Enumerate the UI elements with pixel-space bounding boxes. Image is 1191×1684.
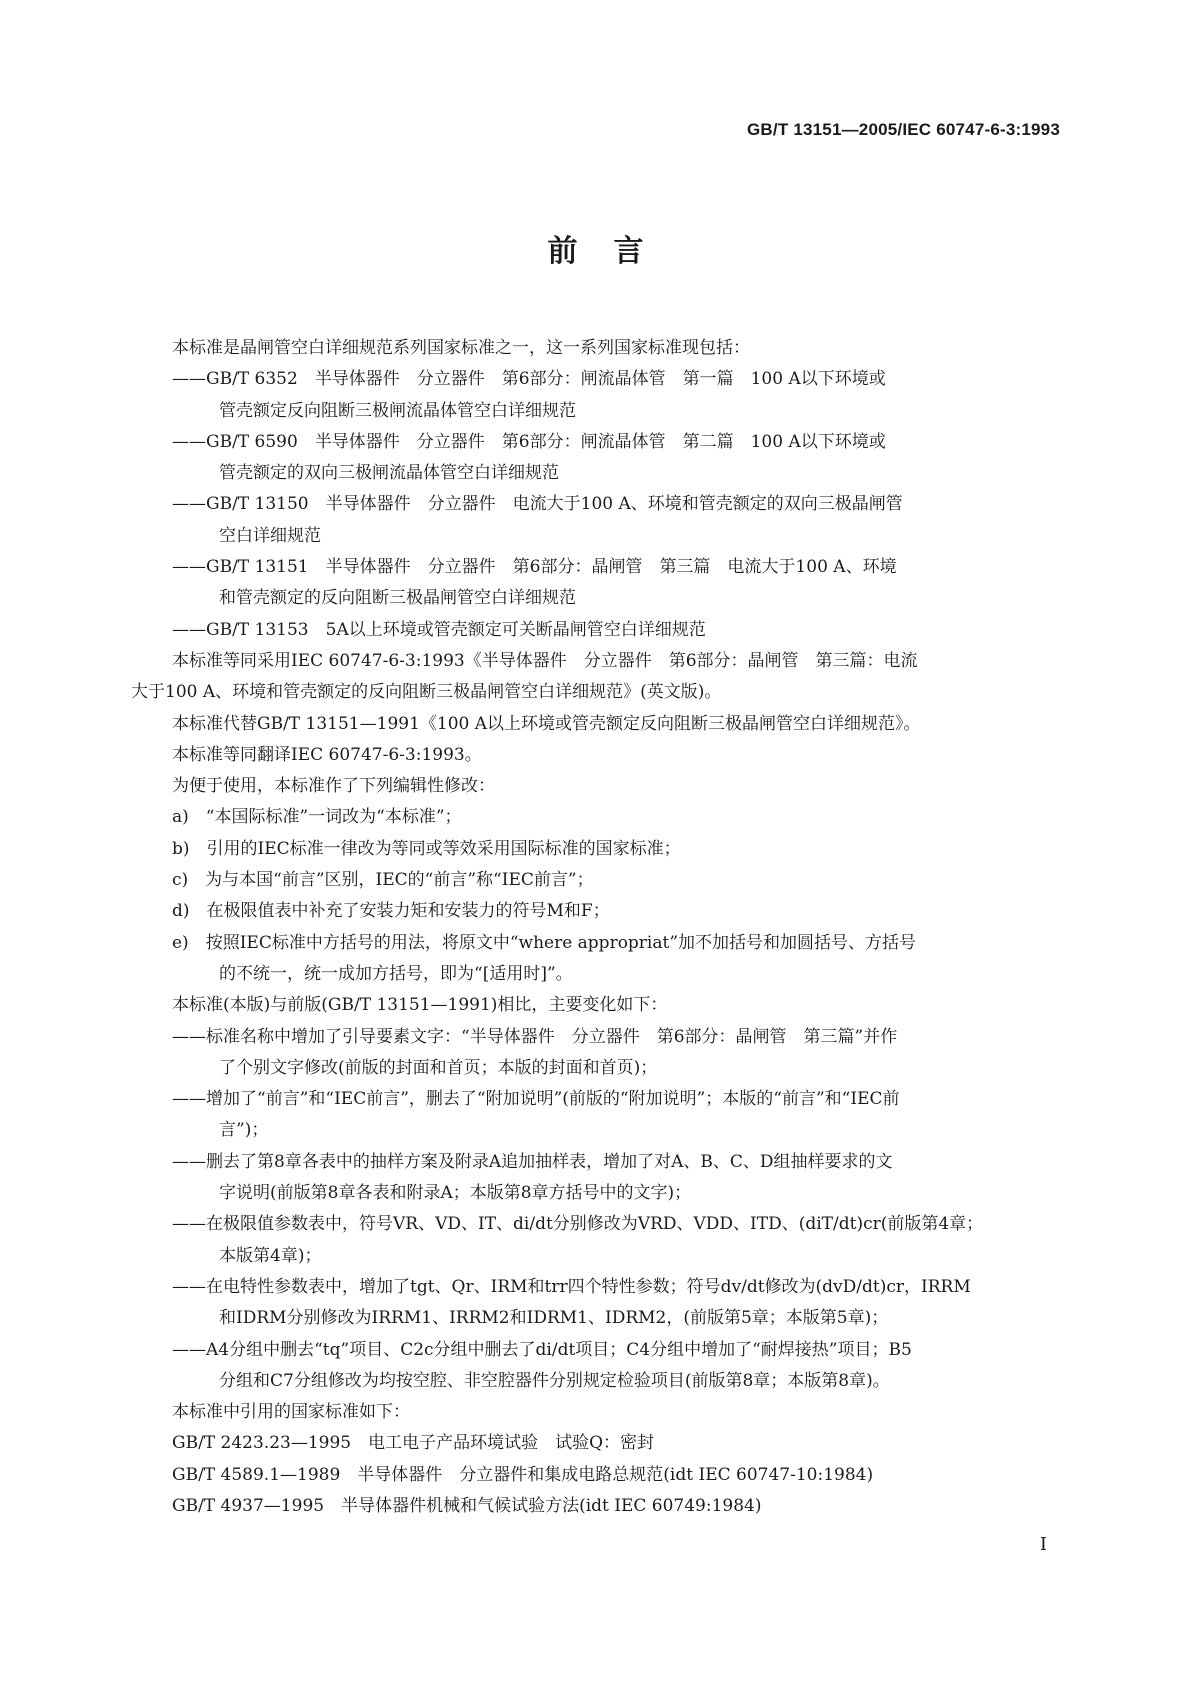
text-line: 管壳额定反向阻断三极闸流晶体管空白详细规范 [219, 400, 576, 421]
text-line: 本标准等同采用IEC 60747-6-3:1993《半导体器件 分立器件 第6部分：晶闸管 第三篇：电流 [172, 650, 918, 671]
text-line: 字说明(前版第8章各表和附录A；本版第8章方括号中的文字)； [219, 1183, 692, 1204]
text-line: 言”)； [219, 1120, 269, 1141]
foreword-body [131, 333, 1060, 1522]
text-line: 和管壳额定的反向阻断三极晶闸管空白详细规范 [219, 588, 576, 609]
list-item-b: b) 引用的IEC标准一律改为等同或等效采用国际标准的国家标准； [172, 838, 681, 859]
reference-standard: GB/T 2423.23—1995 电工电子产品环境试验 试验Q：密封 [172, 1433, 655, 1454]
text-line: ——在电特性参数表中，增加了tgt、Qr、IRM和trr四个特性参数；符号dv/dt修改为(dvD/dt)cr，IRRM [172, 1276, 971, 1297]
text-line: ——标准名称中增加了引导要素文字：“半导体器件 分立器件 第6部分：晶闸管 第三篇”并作 [172, 1026, 898, 1047]
text-line: 本标准是晶闸管空白详细规范系列国家标准之一，这一系列国家标准现包括： [172, 338, 750, 358]
text-line: 大于100 A、环境和管壳额定的反向阻断三极晶闸管空白详细规范》(英文版)。 [131, 682, 722, 703]
list-item-e: e) 按照IEC标准中方括号的用法，将原文中“where appropriat”加不加括号和加圆括号、方括号 [172, 932, 917, 953]
text-line: ——在极限值参数表中，符号VR、VD、IT、di/dt分别修改为VRD、VDD、ITD、(diT/dt)cr(前版第4章； [172, 1214, 984, 1235]
text-line: 为便于使用，本标准作了下列编辑性修改： [172, 776, 495, 797]
standard-number-header: GB/T 13151—2005/IEC 60747-6-3:1993 [747, 120, 1060, 139]
text-line: ——GB/T 6590 半导体器件 分立器件 第6部分：闸流晶体管 第二篇 100 A以下环境或 [172, 431, 886, 452]
text-line: 本版第4章)； [219, 1245, 322, 1266]
text-line: 本标准中引用的国家标准如下： [172, 1402, 410, 1423]
list-item-c: c) 为与本国“前言”区别，IEC的“前言”称“IEC前言”； [172, 870, 594, 891]
text-line: ——A4分组中删去“tq”项目、C2c分组中删去了di/dt项目；C4分组中增加了“耐焊接热”项目；B5 [172, 1339, 912, 1360]
text-line: 本标准(本版)与前版(GB/T 13151—1991)相比，主要变化如下： [172, 995, 668, 1016]
text-line: 本标准等同翻译IEC 60747-6-3:1993。 [172, 744, 482, 765]
text-line: 管壳额定的双向三极闸流晶体管空白详细规范 [219, 463, 559, 484]
list-item-a: a) “本国际标准”一词改为“本标准”； [172, 807, 462, 828]
list-item-d: d) 在极限值表中补充了安装力矩和安装力的符号M和F； [172, 901, 610, 922]
text-line: 分组和C7分组修改为均按空腔、非空腔器件分别规定检验项目(前版第8章；本版第8章)。 [219, 1370, 890, 1391]
text-line: ——增加了“前言”和“IEC前言”，删去了“附加说明”(前版的“附加说明”；本版的“前言”和“IEC前 [172, 1089, 900, 1110]
text-line: 本标准代替GB/T 13151—1991《100 A以上环境或管壳额定反向阻断三极晶闸管空白详细规范》。 [172, 713, 921, 734]
reference-standard: GB/T 4937—1995 半导体器件机械和气候试验方法(idt IEC 60749:1984) [172, 1495, 762, 1516]
text-line: ——GB/T 13150 半导体器件 分立器件 电流大于100 A、环境和管壳额定的双向三极晶闸管 [172, 494, 903, 515]
page-title: 前言 [547, 234, 680, 269]
page-number: I [1039, 1534, 1047, 1555]
text-line: ——GB/T 13151 半导体器件 分立器件 第6部分：晶闸管 第三篇 电流大于100 A、环境 [172, 557, 897, 578]
text-line: ——GB/T 13153 5A以上环境或管壳额定可关断晶闸管空白详细规范 [172, 619, 706, 640]
text-line: 和IDRM分别修改为IRRM1、IRRM2和IDRM1、IDRM2，(前版第5章；本版第5章)； [219, 1308, 889, 1329]
text-line: 空白详细规范 [219, 525, 321, 546]
text-line: 了个别文字修改(前版的封面和首页；本版的封面和首页)； [219, 1057, 658, 1078]
reference-standard: GB/T 4589.1—1989 半导体器件 分立器件和集成电路总规范(idt IEC 60747-10:1984) [172, 1464, 874, 1485]
text-line: ——删去了第8章各表中的抽样方案及附录A追加抽样表，增加了对A、B、C、D组抽样要求的文 [172, 1151, 893, 1172]
text-line: 的不统一，统一成加方括号，即为“[适用时]”。 [219, 963, 573, 984]
text-line: ——GB/T 6352 半导体器件 分立器件 第6部分：闸流晶体管 第一篇 100 A以下环境或 [172, 369, 886, 390]
